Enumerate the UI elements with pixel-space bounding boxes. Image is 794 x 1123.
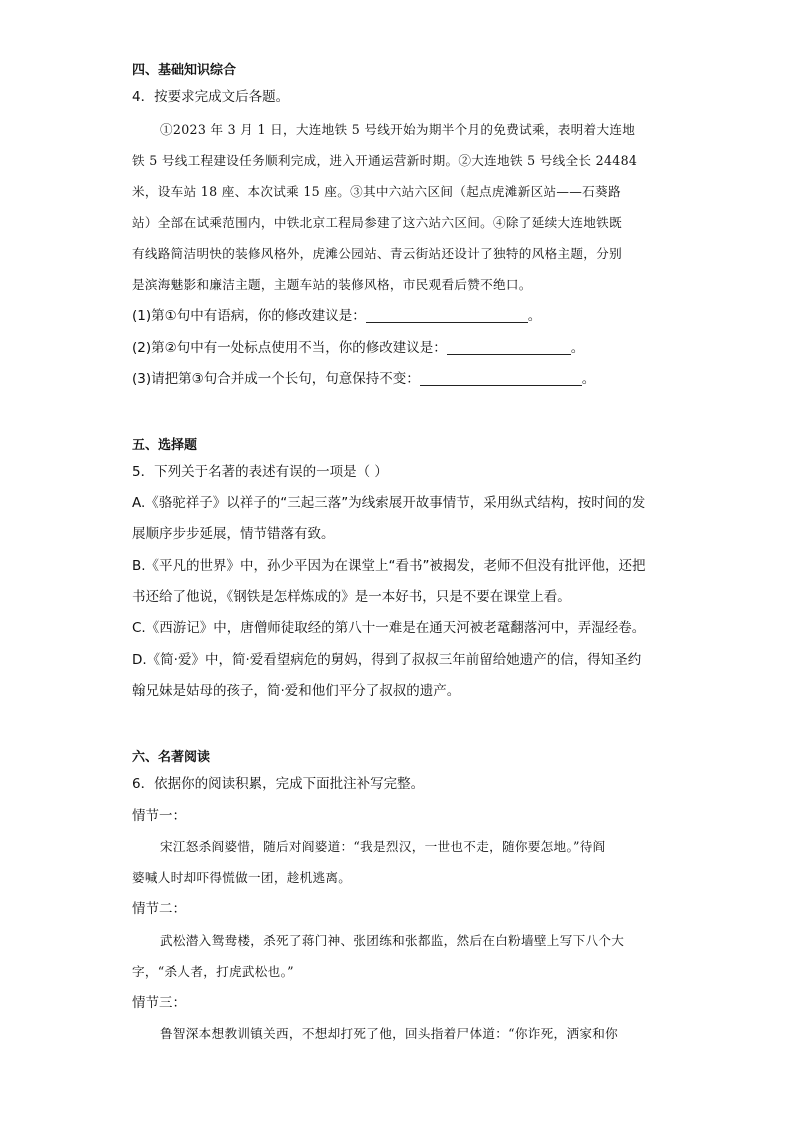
option-b-line: 书还给了他说，《钢铁是怎样炼成的》是一本好书，只是不要在课堂上看。: [132, 589, 571, 605]
plot-2-label: 情节二：: [132, 901, 186, 917]
sub-question-1-text: (1)第①句中有语病，你的修改建议是：: [132, 308, 366, 324]
sub-question-3: [132, 370, 595, 388]
sub-question-1: [132, 307, 541, 325]
section4-heading: 四、基础知识综合: [132, 63, 237, 78]
question-4: 4．按要求完成文后各题。: [132, 89, 290, 105]
plot-3-text: 鲁智深本想教训镇关西，不想却打死了他，回头指着尸体道：“你诈死，洒家和你: [160, 1026, 619, 1041]
answer-blank-2[interactable]: [447, 340, 571, 355]
option-a-line: 展顺序步步延展，情节错落有致。: [132, 526, 335, 542]
passage-line: 有线路简洁明快的装修风格外，虎滩公园站、青云街站还设计了独特的风格主题，分别: [132, 246, 622, 261]
option-d-line: D.《简·爱》中，简·爱看望病危的舅妈，得到了叔叔三年前留给她遗产的信，得知圣约: [132, 652, 642, 668]
option-c-line: C.《西游记》中，唐僧师徒取经的第八十一难是在通天河被老鼋翻落河中，弄湿经卷。: [132, 620, 646, 636]
question-6: 6．依据你的阅读积累，完成下面批注补写完整。: [132, 776, 425, 792]
section6-heading: 六、名著阅读: [132, 750, 211, 765]
period: 。: [581, 371, 596, 387]
plot-2-text: 武松潜入鸳鸯楼，杀死了蒋门神、张团练和张都监，然后在白粉墙壁上写下八个大: [160, 933, 625, 948]
sub-question-3-text: (3)请把第③句合并成一个长句，句意保持不变：: [132, 371, 420, 387]
plot-2-text: 字，“杀人者，打虎武松也。”: [132, 964, 294, 979]
passage-line: ①2023 年 3 月 1 日，大连地铁 5 号线开始为期半个月的免费试乘，表明着大连地: [160, 122, 636, 137]
passage-line: 站）全部在试乘范围内，中铁北京工程局参建了这六站六区间。④除了延续大连地铁既: [132, 215, 622, 230]
section5-heading: 五、选择题: [132, 438, 198, 453]
plot-1-label: 情节一：: [132, 808, 186, 824]
question-5: 5．下列关于名著的表述有误的一项是（ ）: [132, 464, 388, 480]
passage-line: 铁 5 号线工程建设任务顺利完成，进入开通运营新时期。②大连地铁 5 号线全长 24484: [132, 153, 638, 168]
sub-question-2: [132, 339, 584, 357]
answer-blank-3[interactable]: [420, 371, 582, 386]
option-a-line: A.《骆驼祥子》以祥子的“三起三落”为线索展开故事情节，采用纵式结构，按时间的发: [132, 495, 646, 511]
plot-1-text: 宋江怒杀阎婆惜，随后对阎婆道：“我是烈汉，一世也不走，随你要怎地。”待阎: [160, 839, 606, 854]
answer-blank-1[interactable]: [366, 308, 528, 323]
option-b-line: B.《平凡的世界》中，孙少平因为在课堂上“看书”被揭发，老师不但没有批评他，还把: [132, 558, 646, 574]
period: 。: [527, 308, 542, 324]
plot-1-text: 婆喊人时却吓得慌做一团，趁机逃离。: [132, 870, 352, 885]
option-d-line: 翰兄妹是姑母的孩子，简·爱和他们平分了叔叔的遗产。: [132, 683, 461, 699]
plot-3-label: 情节三：: [132, 995, 186, 1011]
passage-line: 是滨海魅影和廉洁主题，主题车站的装修风格，市民观看后赞不绝口。: [132, 277, 532, 292]
passage-line: 米，设车站 18 座、本次试乘 15 座。③其中六站六区间（起点虎滩新区站——石葵路: [132, 184, 621, 199]
period: 。: [570, 340, 585, 356]
sub-question-2-text: (2)第②句中有一处标点使用不当，你的修改建议是：: [132, 340, 447, 356]
